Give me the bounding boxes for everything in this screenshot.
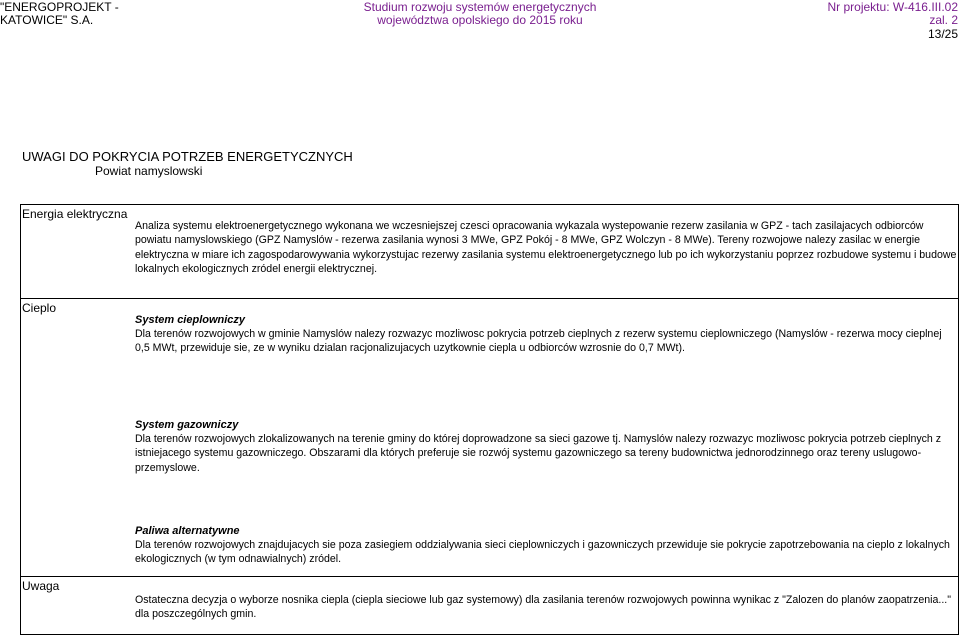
company-name-line-1: "ENERGOPROJEKT -: [0, 0, 119, 14]
table-left-border: [20, 204, 21, 635]
district-heating-heading: System cieplowniczy: [135, 314, 246, 326]
document-subtitle: Powiat namyslowski: [95, 164, 203, 178]
electricity-paragraph: Analiza systemu elektroenergetycznego wykonana we wczesniejszej czesci opracowania wykazala wystepowanie rezerw zasilania w GPZ - tach zasilajacych odbiorców powiatu namyslowskiego (GPZ Namyslów - rezerwa zasilania wynosi 3 MWe, GPZ Pokój - 8 MWe, GPZ Wolczyn - 8 MWe). Tereny rozwojowe nalezy zasilac w energie elektryczna w miare ich zagospodarowywania wykorzystujac rezerwy zasilania systemu elektroenergetycznego lub po ich wykorzystaniu poprzez rozbudowe systemu i budowe lokalnych ekologicznych zródel energii elektrycznej.: [135, 220, 957, 276]
alternative-fuels-heading: Paliwa alternatywne: [135, 525, 240, 537]
study-title-line-2: województwa opolskiego do 2015 roku: [377, 13, 583, 27]
table-right-border: [958, 204, 959, 635]
gas-system-heading: System gazowniczy: [135, 419, 239, 431]
document-title: UWAGI DO POKRYCIA POTRZEB ENERGETYCZNYCH: [22, 149, 353, 164]
section-label-remark: Uwaga: [22, 579, 60, 593]
attachment-number: zal. 2: [929, 13, 958, 27]
row-divider-heat: [20, 298, 959, 299]
section-label-heat: Cieplo: [22, 301, 57, 315]
page-number: 13/25: [927, 27, 958, 41]
remark-paragraph: Ostateczna decyzja o wyborze nosnika ciepla (ciepla sieciowe lub gaz systemowy) dla zasilania terenów rozwojowych powinna wynikac z "Zalozen do planów zaopatrzenia..." dla poszczególnych gmin.: [135, 594, 951, 621]
table-top-rule: [20, 204, 959, 205]
district-heating-paragraph: Dla terenów rozwojowych w gminie Namyslów nalezy rozwazyc mozliwosc pokrycia potrzeb cieplnych z rezerw systemu cieplowniczego (Namyslów - rezerwa mocy cieplnej 0,5 MWt, przewiduje sie, ze w wyniku dzialan racjonalizujacych uzytkownie ciepla u odbiorców wzrosnie do 0,7 MWt).: [135, 328, 942, 355]
section-label-electricity: Energia elektryczna: [22, 207, 128, 221]
gas-system-paragraph: Dla terenów rozwojowych zlokalizowanych na terenie gminy do której doprowadzone sa sieci gazowe tj. Namyslów nalezy rozwazyc mozliwosc pokrycia potrzeb cieplnych z istniejacego systemu gazowniczego. Obszarami dla których preferuje sie rozwój systemu gazowniczego sa tereny budownictwa jednorodzinnego oraz tereny uslugowo-przemyslowe.: [135, 433, 942, 474]
study-title-line-1: Studium rozwoju systemów energetycznych: [363, 0, 597, 14]
alternative-fuels-paragraph: Dla terenów rozwojowych znajdujacych sie poza zasiegiem oddzialywania sieci cieplowniczych i gazowniczych przewiduje sie pokrycie zapotrzebowania na cieplo z lokalnych ekologicznych (w tym odnawialnych) zródel.: [135, 539, 950, 566]
table-bottom-rule: [20, 634, 959, 635]
project-number: Nr projektu: W-416.III.02: [827, 0, 958, 14]
row-divider-remark: [20, 576, 959, 577]
company-name-line-2: KATOWICE" S.A.: [0, 13, 94, 27]
